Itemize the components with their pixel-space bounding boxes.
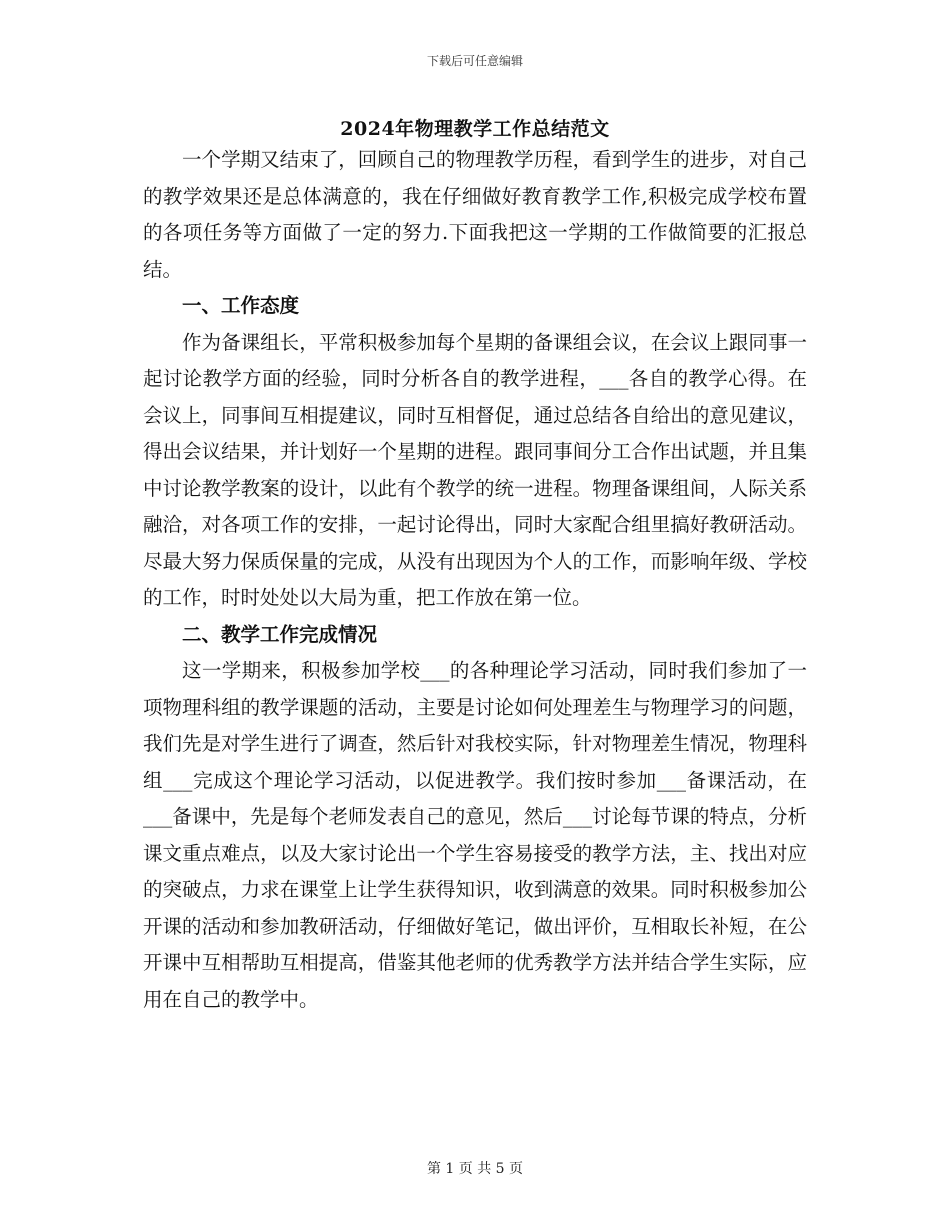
- page-number: 第 1 页 共 5 页: [426, 1161, 524, 1177]
- document-title: 2024年物理教学工作总结范文: [340, 118, 610, 140]
- section-heading-teaching: 二、教学工作完成情况: [182, 622, 378, 646]
- section-body-teaching: 这一学期来，积极参加学校___的各种理论学习活动，同时我们参加了一项物理科组的教学课题的活动，主要是讨论如何处理差生与物理学习的问题，我们先是对学生进行了调查，然后针对我校实际，针对物理差生情况，物理科组___完成这个理论学习活动，以促进教学。我们按时参加___备课活动，在___备课中，先是每个老师发表自己的意见，然后___讨论每节课的特点，分析课文重点难点，以及大家讨论出一个学生容易接受的教学方法，主、找出对应的突破点，力求在课堂上让学生获得知识，收到满意的效果。同时积极参加公开课的活动和参加教研活动，仔细做好笔记，做出评价，互相取长补短，在公开课中互相帮助互相提高，借鉴其他老师的优秀教学方法并结合学生实际，应用在自己的教学中。: [143, 659, 807, 1011]
- document-body: [143, 142, 807, 1018]
- section-body-attitude: 作为备课组长，平常积极参加每个星期的备课组会议，在会议上跟同事一起讨论教学方面的经验，同时分析各自的教学进程，___各自的教学心得。在会议上，同事间互相提建议，同时互相督促，通过总结各自给出的意见建议，得出会议结果，并计划好一个星期的进程。跟同事间分工合作出试题，并且集中讨论教学教案的设计，以此有个教学的统一进程。物理备课组间，人际关系融洽，对各项工作的安排，一起讨论得出，同时大家配合组里搞好教研活动。尽最大努力保质保量的完成，从没有出现因为个人的工作，而影响年级、学校的工作，时时处处以大局为重，把工作放在第一位。: [143, 330, 807, 609]
- intro-paragraph: 一个学期又结束了，回顾自己的物理教学历程，看到学生的进步，对自己的教学效果还是总体满意的，我在仔细做好教育教学工作,积极完成学校布置的各项任务等方面做了一定的努力.下面我把这一学期的工作做简要的汇报总结。: [143, 148, 807, 281]
- section-heading-attitude: 一、工作态度: [182, 294, 300, 317]
- header-note: 下载后可任意编辑: [426, 54, 523, 68]
